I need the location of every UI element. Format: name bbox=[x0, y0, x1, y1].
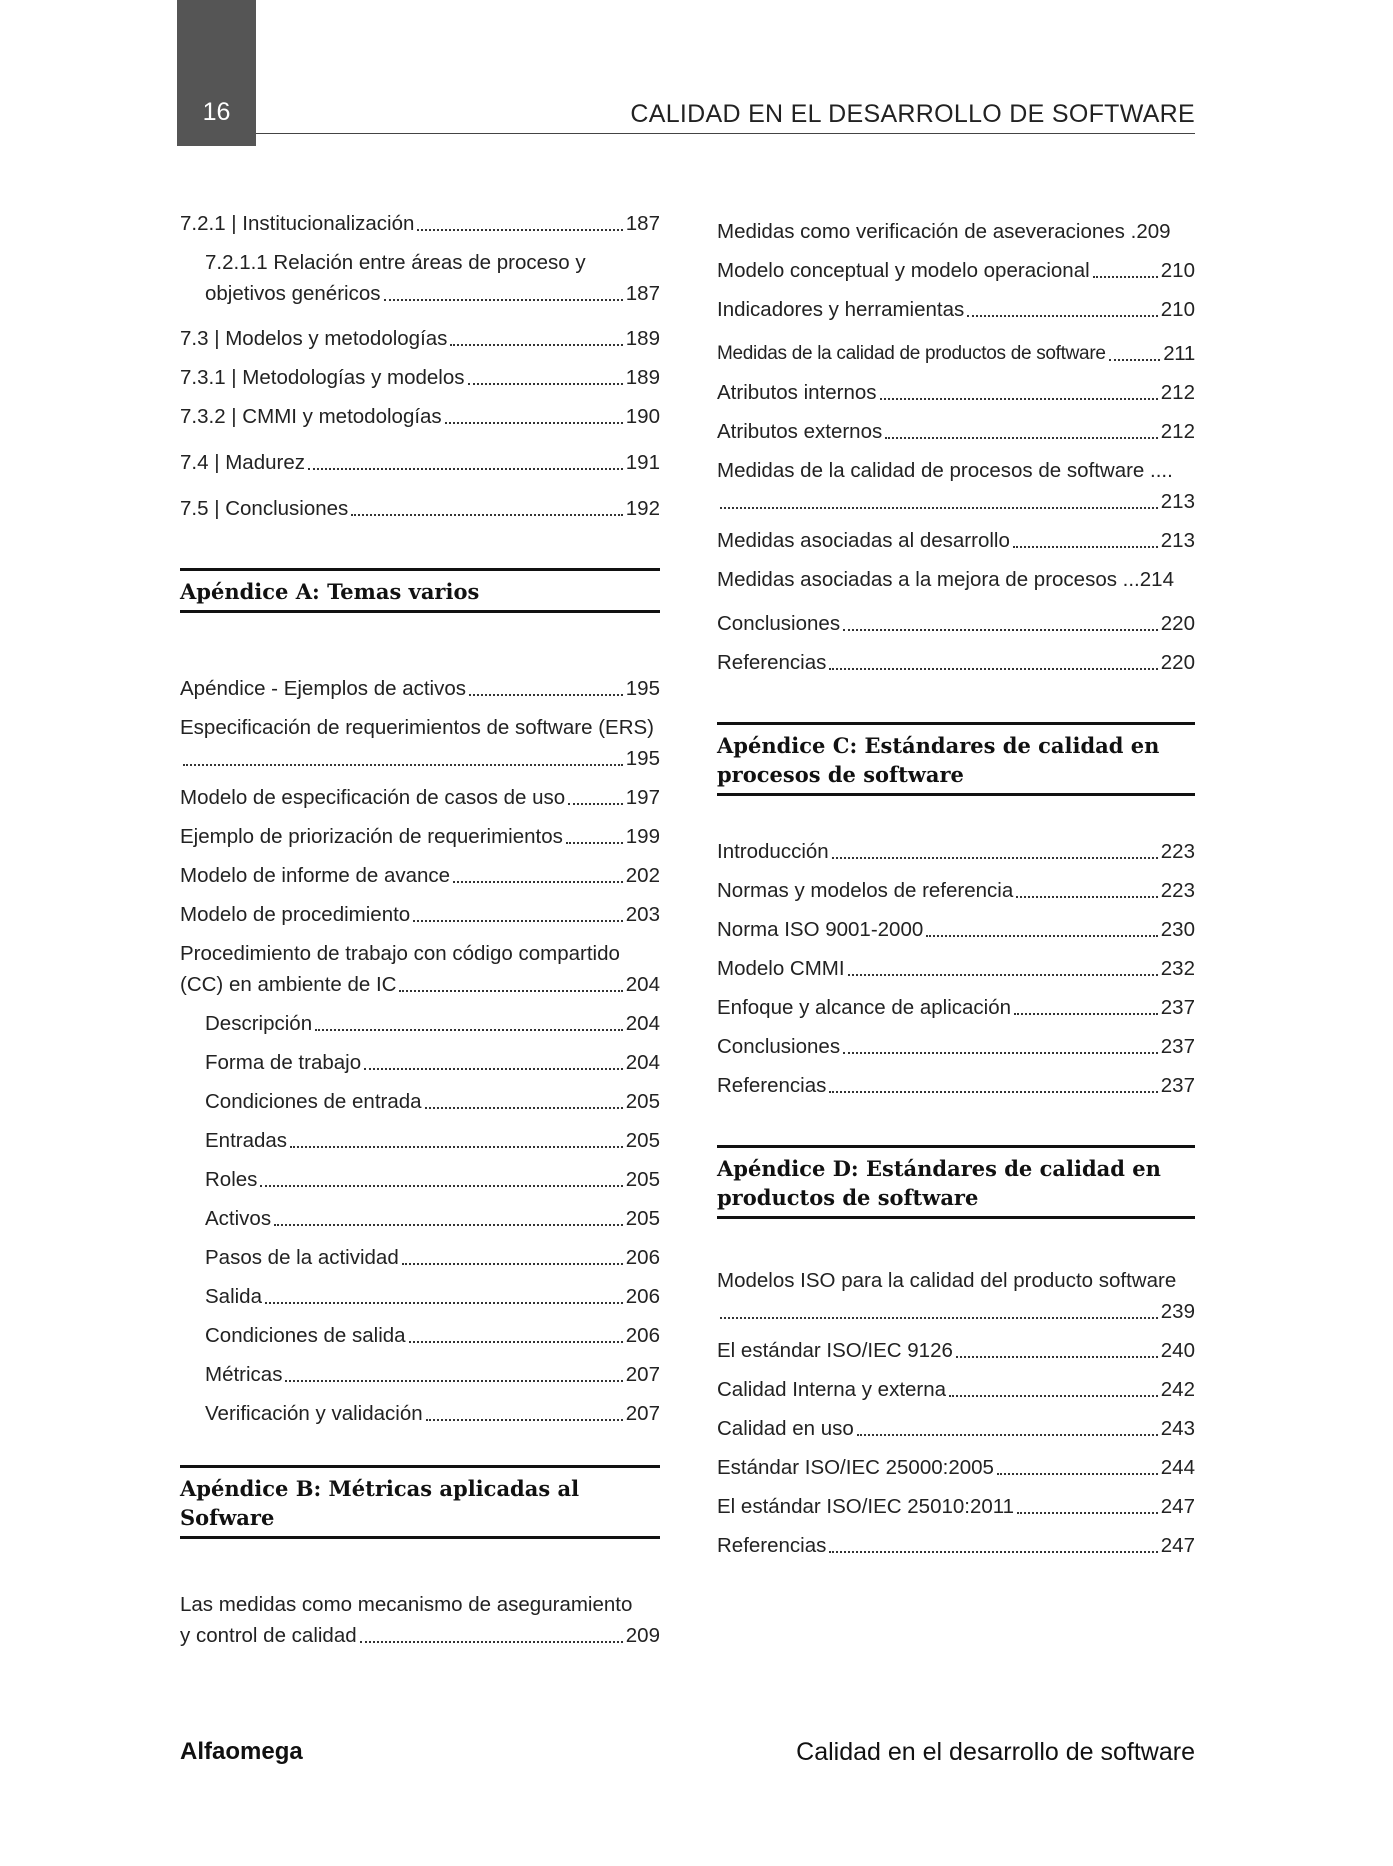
toc-entry[interactable]: Atributos externos 212 bbox=[717, 420, 1195, 443]
toc-entry[interactable]: Normas y modelos de referencia 223 bbox=[717, 879, 1195, 902]
toc-entry[interactable]: Conclusiones 220 bbox=[717, 612, 1195, 635]
toc-entry[interactable]: Norma ISO 9001-2000 230 bbox=[717, 918, 1195, 941]
publisher-name: Alfaomega bbox=[180, 1738, 303, 1765]
toc-entry[interactable]: Modelo de informe de avance 202 bbox=[180, 864, 660, 887]
toc-entry[interactable]: Conclusiones 237 bbox=[717, 1035, 1195, 1058]
toc-entry[interactable]: Roles 205 bbox=[205, 1168, 660, 1191]
running-title: CALIDAD EN EL DESARROLLO DE SOFTWARE bbox=[630, 100, 1195, 128]
toc-entry[interactable]: Activos 205 bbox=[205, 1207, 660, 1230]
toc-entry[interactable]: Modelo de procedimiento 203 bbox=[180, 903, 660, 926]
section-header-appendix-c: Apéndice C: Estándares de calidad en procesos de software bbox=[717, 722, 1195, 796]
section-header-appendix-b: Apéndice B: Métricas aplicadas al Sofware bbox=[180, 1465, 660, 1539]
toc-entry[interactable]: Salida 206 bbox=[205, 1285, 660, 1308]
toc-entry[interactable]: Referencias 247 bbox=[717, 1534, 1195, 1557]
page-number: 16 bbox=[202, 98, 231, 126]
toc-entry[interactable]: Entradas 205 bbox=[205, 1129, 660, 1152]
toc-entry[interactable]: 7.4 | Madurez 191 bbox=[180, 451, 660, 474]
toc-entry[interactable]: Atributos internos 212 bbox=[717, 381, 1195, 404]
toc-entry[interactable]: Condiciones de entrada 205 bbox=[205, 1090, 660, 1113]
toc-entry[interactable]: Modelo de especificación de casos de uso 197 bbox=[180, 786, 660, 809]
toc-entry[interactable]: Descripción 204 bbox=[205, 1012, 660, 1035]
toc-entry[interactable]: Calidad Interna y externa 242 bbox=[717, 1378, 1195, 1401]
toc-entry[interactable]: El estándar ISO/IEC 9126 240 bbox=[717, 1339, 1195, 1362]
toc-left-column bbox=[180, 208, 660, 1651]
section-header-appendix-d: Apéndice D: Estándares de calidad en productos de software bbox=[717, 1145, 1195, 1219]
toc-entry[interactable]: Especificación de requerimientos de software (ERS) 195 bbox=[180, 716, 660, 770]
toc-entry[interactable]: Estándar ISO/IEC 25000:2005 244 bbox=[717, 1456, 1195, 1479]
toc-entry[interactable]: Modelo CMMI 232 bbox=[717, 957, 1195, 980]
toc-entry[interactable]: Introducción 223 bbox=[717, 840, 1195, 863]
toc-entry[interactable]: El estándar ISO/IEC 25010:2011 247 bbox=[717, 1495, 1195, 1518]
page-number-tab bbox=[177, 0, 256, 146]
toc-entry[interactable]: Medidas de la calidad de procesos de software .... 213 bbox=[717, 459, 1195, 513]
toc-entry[interactable]: Medidas de la calidad de productos de software 211 bbox=[717, 342, 1195, 365]
toc-entry[interactable]: 7.5 | Conclusiones 192 bbox=[180, 497, 660, 520]
toc-entry[interactable]: Pasos de la actividad 206 bbox=[205, 1246, 660, 1269]
toc-entry[interactable]: Referencias 220 bbox=[717, 651, 1195, 674]
toc-entry[interactable]: 7.2.1.1 Relación entre áreas de proceso y objetivos genéricos 187 bbox=[205, 251, 660, 305]
toc-entry[interactable]: Verificación y validación 207 bbox=[205, 1402, 660, 1425]
toc-right-column bbox=[717, 216, 1195, 1561]
toc-entry[interactable]: Medidas como verificación de aseveraciones . 209 bbox=[717, 220, 1171, 243]
toc-entry[interactable]: Indicadores y herramientas 210 bbox=[717, 298, 1195, 321]
toc-entry[interactable]: Enfoque y alcance de aplicación 237 bbox=[717, 996, 1195, 1019]
toc-entry[interactable]: 7.3 | Modelos y metodologías 189 bbox=[180, 327, 660, 350]
toc-entry[interactable]: Apéndice - Ejemplos de activos 195 bbox=[180, 677, 660, 700]
toc-entry[interactable]: 7.3.2 | CMMI y metodologías 190 bbox=[180, 405, 660, 428]
toc-entry[interactable]: Ejemplo de priorización de requerimientos 199 bbox=[180, 825, 660, 848]
toc-entry[interactable]: Modelos ISO para la calidad del producto software 239 bbox=[717, 1269, 1195, 1323]
toc-entry[interactable]: Modelo conceptual y modelo operacional 210 bbox=[717, 259, 1195, 282]
toc-entry[interactable]: Métricas 207 bbox=[205, 1363, 660, 1386]
toc-entry[interactable]: Las medidas como mecanismo de aseguramiento y control de calidad 209 bbox=[180, 1593, 660, 1647]
toc-entry[interactable]: Referencias 237 bbox=[717, 1074, 1195, 1097]
book-title-footer: Calidad en el desarrollo de software bbox=[796, 1738, 1195, 1766]
header-rule bbox=[256, 133, 1195, 134]
toc-entry[interactable]: Procedimiento de trabajo con código compartido (CC) en ambiente de IC 204 bbox=[180, 942, 660, 996]
toc-entry[interactable]: 7.3.1 | Metodologías y modelos 189 bbox=[180, 366, 660, 389]
toc-entry[interactable]: 7.2.1 | Institucionalización 187 bbox=[180, 212, 660, 235]
toc-entry[interactable]: Medidas asociadas a la mejora de procesos ... 214 bbox=[717, 568, 1174, 591]
toc-entry[interactable]: Condiciones de salida 206 bbox=[205, 1324, 660, 1347]
toc-entry[interactable]: Calidad en uso 243 bbox=[717, 1417, 1195, 1440]
toc-entry[interactable]: Forma de trabajo 204 bbox=[205, 1051, 660, 1074]
section-header-appendix-a: Apéndice A: Temas varios bbox=[180, 568, 660, 613]
toc-entry[interactable]: Medidas asociadas al desarrollo 213 bbox=[717, 529, 1195, 552]
